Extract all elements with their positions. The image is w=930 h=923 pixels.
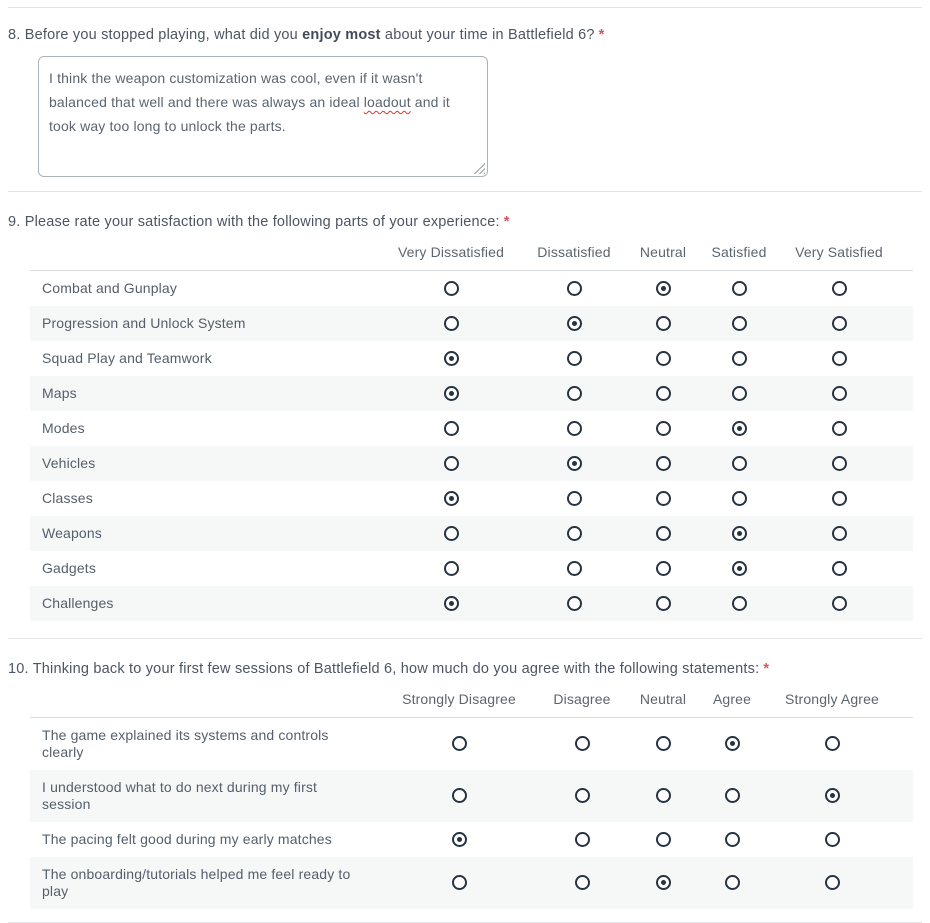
q8-answer-misspelled-word: loadout xyxy=(363,94,411,110)
radio-q10-r2-c1[interactable] xyxy=(575,832,590,847)
spacer-cell xyxy=(890,411,913,446)
radio-cell[interactable] xyxy=(512,411,636,446)
radio-q9-r9-c4[interactable] xyxy=(832,596,847,611)
q9-column-header-2: Neutral xyxy=(636,238,690,271)
question-8-section xyxy=(8,25,922,177)
radio-q9-r7-c1[interactable] xyxy=(567,526,582,541)
radio-cell[interactable] xyxy=(528,770,636,822)
radio-cell[interactable] xyxy=(636,551,690,586)
section-divider xyxy=(8,7,922,8)
empty-corner-cell xyxy=(30,238,390,271)
radio-cell[interactable] xyxy=(636,481,690,516)
radio-cell[interactable] xyxy=(690,481,788,516)
row-label: Maps xyxy=(42,385,77,401)
radio-cell[interactable] xyxy=(636,446,690,481)
radio-cell[interactable] xyxy=(390,822,528,857)
radio-q9-r8-c1[interactable] xyxy=(567,561,582,576)
radio-selected-q9-r4-c3[interactable] xyxy=(732,421,747,436)
radio-cell[interactable] xyxy=(788,306,890,341)
radio-cell[interactable] xyxy=(788,271,890,307)
radio-cell[interactable] xyxy=(690,516,788,551)
radio-cell[interactable] xyxy=(636,411,690,446)
q10-header-row xyxy=(30,685,913,718)
radio-cell[interactable] xyxy=(390,586,512,621)
q9-column-header-4: Very Satisfied xyxy=(788,238,890,271)
row-label: Challenges xyxy=(42,595,114,611)
radio-q9-r6-c2[interactable] xyxy=(656,491,671,506)
radio-q9-r3-c1[interactable] xyxy=(567,386,582,401)
radio-cell[interactable] xyxy=(690,551,788,586)
radio-q10-r0-c2[interactable] xyxy=(656,736,671,751)
radio-q9-r1-c4[interactable] xyxy=(832,316,847,331)
radio-q9-r0-c1[interactable] xyxy=(567,281,582,296)
radio-cell[interactable] xyxy=(636,857,690,909)
radio-cell[interactable] xyxy=(636,271,690,307)
radio-q10-r1-c2[interactable] xyxy=(656,788,671,803)
question-8-bold-phrase: enjoy most xyxy=(302,27,381,43)
spacer-cell xyxy=(890,306,913,341)
radio-selected-q9-r5-c1[interactable] xyxy=(567,456,582,471)
radio-q10-r3-c0[interactable] xyxy=(452,875,467,890)
empty-corner-cell xyxy=(30,685,390,718)
radio-q9-r7-c4[interactable] xyxy=(832,526,847,541)
required-asterisk: * xyxy=(503,214,510,230)
q10-column-header-3: Agree xyxy=(690,685,774,718)
radio-q9-r0-c0[interactable] xyxy=(444,281,459,296)
question-9-label xyxy=(8,212,922,232)
radio-q9-r5-c0[interactable] xyxy=(444,456,459,471)
radio-cell[interactable] xyxy=(390,718,528,771)
q10-column-header-2: Neutral xyxy=(636,685,690,718)
q10-row-0 xyxy=(30,718,913,771)
q9-row-4 xyxy=(30,411,913,446)
q9-header-row xyxy=(30,238,913,271)
radio-q9-r3-c3[interactable] xyxy=(732,386,747,401)
radio-q9-r4-c0[interactable] xyxy=(444,421,459,436)
radio-q9-r0-c3[interactable] xyxy=(732,281,747,296)
radio-q9-r9-c1[interactable] xyxy=(567,596,582,611)
row-label: The game explained its systems and controls clearly xyxy=(42,727,329,760)
radio-q9-r5-c2[interactable] xyxy=(656,456,671,471)
radio-q9-r1-c2[interactable] xyxy=(656,316,671,331)
radio-q9-r4-c1[interactable] xyxy=(567,421,582,436)
spacer-cell xyxy=(890,857,913,909)
radio-q9-r4-c4[interactable] xyxy=(832,421,847,436)
radio-cell[interactable] xyxy=(690,411,788,446)
radio-cell[interactable] xyxy=(390,481,512,516)
q10-agreement-matrix xyxy=(30,685,913,909)
radio-cell[interactable] xyxy=(512,446,636,481)
radio-cell[interactable] xyxy=(512,551,636,586)
radio-cell[interactable] xyxy=(690,822,774,857)
radio-cell[interactable] xyxy=(512,586,636,621)
q10-column-header-1: Disagree xyxy=(528,685,636,718)
q9-row-9 xyxy=(30,586,913,621)
radio-cell[interactable] xyxy=(512,306,636,341)
spacer-cell xyxy=(890,685,913,718)
q9-column-header-3: Satisfied xyxy=(690,238,788,271)
radio-cell[interactable] xyxy=(390,306,512,341)
q8-answer-text: I think the weapon customization was cool, even if it wasn't balanced that well and there was always an ideal xyxy=(49,70,423,110)
radio-q10-r3-c1[interactable] xyxy=(575,875,590,890)
radio-cell[interactable] xyxy=(512,516,636,551)
radio-q9-r2-c4[interactable] xyxy=(832,351,847,366)
question-8-text-prefix: 8. Before you stopped playing, what did you xyxy=(8,27,303,43)
section-divider xyxy=(8,638,922,639)
spacer-cell xyxy=(890,516,913,551)
row-label: The pacing felt good during my early matches xyxy=(42,831,332,847)
question-9-text: 9. Please rate your satisfaction with the following parts of your experience: xyxy=(8,214,500,230)
question-10-text: 10. Thinking back to your first few sessions of Battlefield 6, how much do you agree with the following statements: xyxy=(8,661,760,677)
radio-cell[interactable] xyxy=(788,446,890,481)
radio-cell[interactable] xyxy=(390,770,528,822)
radio-q10-r3-c3[interactable] xyxy=(725,875,740,890)
q9-satisfaction-matrix xyxy=(30,238,913,621)
radio-selected-q9-r8-c3[interactable] xyxy=(732,561,747,576)
radio-q9-r9-c2[interactable] xyxy=(656,596,671,611)
row-label: The onboarding/tutorials helped me feel ready to play xyxy=(42,866,351,899)
radio-cell[interactable] xyxy=(636,822,690,857)
radio-q10-r1-c0[interactable] xyxy=(452,788,467,803)
radio-q9-r6-c1[interactable] xyxy=(567,491,582,506)
radio-selected-q9-r9-c0[interactable] xyxy=(444,596,459,611)
radio-cell[interactable] xyxy=(788,376,890,411)
radio-cell[interactable] xyxy=(774,770,890,822)
spacer-cell xyxy=(890,586,913,621)
row-label: Squad Play and Teamwork xyxy=(42,350,212,366)
radio-q10-r2-c4[interactable] xyxy=(825,832,840,847)
row-label: Weapons xyxy=(42,525,102,541)
radio-cell[interactable] xyxy=(390,857,528,909)
radio-selected-q9-r3-c0[interactable] xyxy=(444,386,459,401)
radio-cell[interactable] xyxy=(690,857,774,909)
spacer-cell xyxy=(890,376,913,411)
radio-cell[interactable] xyxy=(690,271,788,307)
q9-row-5 xyxy=(30,446,913,481)
radio-selected-q10-r2-c0[interactable] xyxy=(452,832,467,847)
q9-row-1 xyxy=(30,306,913,341)
required-asterisk: * xyxy=(598,27,605,43)
radio-cell[interactable] xyxy=(788,516,890,551)
radio-cell[interactable] xyxy=(774,857,890,909)
radio-q10-r2-c2[interactable] xyxy=(656,832,671,847)
row-label: Classes xyxy=(42,490,93,506)
radio-cell[interactable] xyxy=(788,341,890,376)
q8-answer-text-end: and it took way too long to unlock the parts. xyxy=(49,94,450,134)
radio-cell[interactable] xyxy=(774,822,890,857)
radio-q10-r1-c1[interactable] xyxy=(575,788,590,803)
radio-q9-r5-c4[interactable] xyxy=(832,456,847,471)
radio-q10-r0-c4[interactable] xyxy=(825,736,840,751)
radio-q9-r1-c0[interactable] xyxy=(444,316,459,331)
q9-row-6 xyxy=(30,481,913,516)
radio-cell[interactable] xyxy=(690,770,774,822)
radio-q10-r3-c4[interactable] xyxy=(825,875,840,890)
radio-cell[interactable] xyxy=(390,446,512,481)
radio-cell[interactable] xyxy=(636,718,690,771)
radio-selected-q10-r3-c2[interactable] xyxy=(656,875,671,890)
radio-q9-r9-c3[interactable] xyxy=(732,596,747,611)
radio-cell[interactable] xyxy=(690,376,788,411)
radio-q9-r1-c3[interactable] xyxy=(732,316,747,331)
q9-row-0 xyxy=(30,271,913,307)
radio-q9-r2-c1[interactable] xyxy=(567,351,582,366)
row-label: Modes xyxy=(42,420,85,436)
q9-column-header-1: Dissatisfied xyxy=(512,238,636,271)
q10-column-header-4: Strongly Agree xyxy=(774,685,890,718)
radio-cell[interactable] xyxy=(636,376,690,411)
radio-selected-q9-r2-c0[interactable] xyxy=(444,351,459,366)
radio-selected-q9-r7-c3[interactable] xyxy=(732,526,747,541)
radio-q10-r2-c3[interactable] xyxy=(725,832,740,847)
radio-cell[interactable] xyxy=(528,822,636,857)
radio-cell[interactable] xyxy=(512,481,636,516)
radio-q9-r6-c3[interactable] xyxy=(732,491,747,506)
q10-row-1 xyxy=(30,770,913,822)
radio-cell[interactable] xyxy=(390,376,512,411)
radio-cell[interactable] xyxy=(512,376,636,411)
radio-cell[interactable] xyxy=(390,271,512,307)
question-8-label xyxy=(8,25,922,45)
q9-row-8 xyxy=(30,551,913,586)
required-asterisk: * xyxy=(763,661,770,677)
radio-q9-r8-c0[interactable] xyxy=(444,561,459,576)
radio-cell[interactable] xyxy=(512,271,636,307)
question-10-label xyxy=(8,659,922,679)
radio-cell[interactable] xyxy=(390,411,512,446)
spacer-cell xyxy=(890,822,913,857)
q9-row-2 xyxy=(30,341,913,376)
radio-cell[interactable] xyxy=(528,857,636,909)
radio-q9-r7-c2[interactable] xyxy=(656,526,671,541)
radio-q9-r6-c4[interactable] xyxy=(832,491,847,506)
radio-cell[interactable] xyxy=(690,586,788,621)
row-label: Vehicles xyxy=(42,455,96,471)
question-8-text-suffix: about your time in Battlefield 6? xyxy=(380,27,595,43)
radio-cell[interactable] xyxy=(788,481,890,516)
radio-cell[interactable] xyxy=(690,718,774,771)
spacer-cell xyxy=(890,341,913,376)
radio-cell[interactable] xyxy=(636,770,690,822)
q10-column-header-0: Strongly Disagree xyxy=(390,685,528,718)
radio-q9-r0-c4[interactable] xyxy=(832,281,847,296)
spacer-cell xyxy=(890,446,913,481)
radio-cell[interactable] xyxy=(636,341,690,376)
spacer-cell xyxy=(890,271,913,307)
q10-row-2 xyxy=(30,822,913,857)
radio-q9-r8-c4[interactable] xyxy=(832,561,847,576)
question-10-section xyxy=(8,659,922,909)
survey-page xyxy=(0,7,930,918)
radio-cell[interactable] xyxy=(390,341,512,376)
radio-q9-r7-c0[interactable] xyxy=(444,526,459,541)
q8-answer-textarea[interactable] xyxy=(38,56,488,177)
spacer-cell xyxy=(890,551,913,586)
spacer-cell xyxy=(890,770,913,822)
radio-cell[interactable] xyxy=(788,551,890,586)
section-divider xyxy=(8,191,922,192)
radio-cell[interactable] xyxy=(690,446,788,481)
row-label: Gadgets xyxy=(42,560,96,576)
radio-selected-q9-r6-c0[interactable] xyxy=(444,491,459,506)
radio-q9-r2-c3[interactable] xyxy=(732,351,747,366)
row-label: Progression and Unlock System xyxy=(42,315,246,331)
spacer-cell xyxy=(890,718,913,771)
q9-column-header-0: Very Dissatisfied xyxy=(390,238,512,271)
radio-cell[interactable] xyxy=(528,718,636,771)
radio-cell[interactable] xyxy=(390,516,512,551)
radio-cell[interactable] xyxy=(390,551,512,586)
radio-selected-q10-r0-c3[interactable] xyxy=(725,736,740,751)
radio-cell[interactable] xyxy=(636,516,690,551)
q9-row-7 xyxy=(30,516,913,551)
spacer-cell xyxy=(890,238,913,271)
radio-cell[interactable] xyxy=(788,586,890,621)
radio-q10-r0-c0[interactable] xyxy=(452,736,467,751)
radio-selected-q9-r0-c2[interactable] xyxy=(656,281,671,296)
spacer-cell xyxy=(890,481,913,516)
row-label: I understood what to do next during my first session xyxy=(42,779,318,812)
q10-row-3 xyxy=(30,857,913,909)
radio-cell[interactable] xyxy=(788,411,890,446)
radio-q9-r4-c2[interactable] xyxy=(656,421,671,436)
radio-q10-r1-c3[interactable] xyxy=(725,788,740,803)
radio-cell[interactable] xyxy=(512,341,636,376)
radio-q9-r3-c2[interactable] xyxy=(656,386,671,401)
textarea-resize-handle-icon[interactable] xyxy=(473,162,485,174)
radio-q9-r5-c3[interactable] xyxy=(732,456,747,471)
radio-selected-q9-r1-c1[interactable] xyxy=(567,316,582,331)
radio-q9-r8-c2[interactable] xyxy=(656,561,671,576)
q9-row-3 xyxy=(30,376,913,411)
radio-cell[interactable] xyxy=(690,341,788,376)
radio-cell[interactable] xyxy=(636,586,690,621)
question-9-section xyxy=(8,212,922,621)
radio-cell[interactable] xyxy=(636,306,690,341)
radio-selected-q10-r1-c4[interactable] xyxy=(825,788,840,803)
radio-q9-r3-c4[interactable] xyxy=(832,386,847,401)
radio-q10-r0-c1[interactable] xyxy=(575,736,590,751)
row-label: Combat and Gunplay xyxy=(42,280,178,296)
radio-cell[interactable] xyxy=(774,718,890,771)
radio-q9-r2-c2[interactable] xyxy=(656,351,671,366)
radio-cell[interactable] xyxy=(690,306,788,341)
